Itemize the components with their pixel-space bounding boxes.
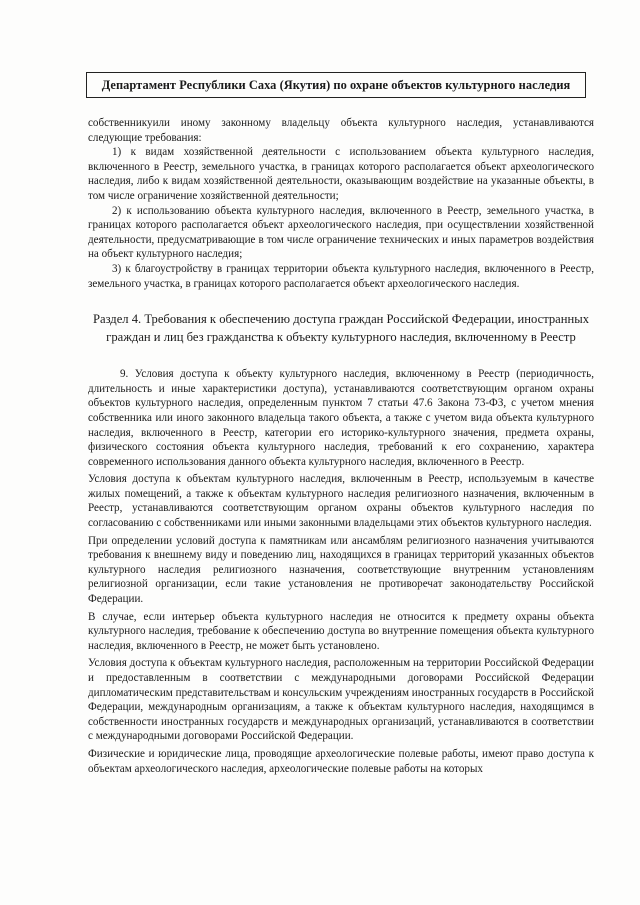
paragraph-religious-requirements: При определении условий доступа к памятникам или ансамблям религиозного назначения учитываются требования к внешнему виду и поведению лиц, находящихся в границах территорий указанных объектов культурного наследия религиозного назначения, соответствующие внутренним установлениям религиозной организации, если такие установления не противоречат законодательству Российской Федерации.: [88, 534, 594, 606]
requirement-item-1: 1) к видам хозяйственной деятельности с использованием объекта культурного наследия, включенного в Реестр, земельного участка, в границах которого располагается объект археологического наследия, либо к видам хозяйственной деятельности, оказывающим воздействие на указанные объекты, в том числе ограничение хозяйственной деятельности;: [88, 146, 594, 202]
section-4-title: Раздел 4. Требования к обеспечению доступа граждан Российской Федерации, иностранных граждан и лиц без гражданства к объекту культурного наследия, включенному в Реестр: [92, 312, 590, 345]
paragraph-archaeological: Физические и юридические лица, проводящие археологические полевые работы, имеют право доступа к объектам археологического наследия, археологические полевые работы на которых: [88, 747, 594, 775]
paragraph-intro: собственникуили иному законному владельцу объекта культурного наследия, устанавливаются следующие требования:: [88, 117, 594, 144]
requirement-item-2: 2) к использованию объекта культурного наследия, включенного в Реестр, земельного участка, в границах которого располагается объект археологического наследия, при осуществлении хозяйственной деятельности, предусматривающие в том числе ограничение технических и иных параметров воздействия на объект культурного наследия;: [88, 204, 594, 261]
department-title: Департамент Республики Саха (Якутия) по охране объектов культурного наследия: [101, 77, 571, 92]
paragraph-9: 9. Условия доступа к объекту культурного наследия, включенному в Реестр (периодичность, длительность и иные характеристики доступа), устанавливаются соответствующим органом охраны объектов культурного наследия, определенным пунктом 7 статьи 47.6 Закона 73-ФЗ, с учетом мнения собственника или иного законного владельца такого объекта, а также с учетом вида объекта культурного наследия, включенного в Реестр, категории его историко-культурного значения, предмета охраны, физического состояния объекта культурного наследия, требований к его сохранению, характера современного использования данного объекта культурного наследия, включенного в Реестр.: [88, 368, 594, 468]
paragraph-interior: В случае, если интерьер объекта культурного наследия не относится к предмету охраны объекта культурного наследия, требование к обеспечению доступа во внутренние помещения объекта культурного наследия, включенного в Реестр, не может быть установлено.: [88, 610, 594, 652]
paragraph-diplomatic: Условия доступа к объектам культурного наследия, расположенным на территории Российской Федерации и предоставленным в соответствии с международными договорами Российской Федерации дипломатическим представительствам и консульским учреждениям иностранных государств в Российской Федерации, международным организациям, а также к объектам культурного наследия, находящимся в собственности иностранных государств и международных организаций, устанавливаются в соответствии с международными договорами Российской Федерации.: [88, 657, 594, 743]
department-header: [86, 72, 586, 98]
requirement-item-3: 3) к благоустройству в границах территории объекта культурного наследия, включенного в Реестр, земельного участка, в границах которого располагается объект археологического наследия.: [88, 262, 594, 290]
paragraph-residential-religious: Условия доступа к объектам культурного наследия, включенным в Реестр, используемым в качестве жилых помещений, а также к объектам культурного наследия религиозного назначения, включенным в Реестр, устанавливаются соответствующим органом охраны объектов культурного наследия по согласованию с собственниками или иными законными владельцами этих объектов культурного наследия.: [88, 473, 594, 530]
document-body: [88, 116, 594, 776]
